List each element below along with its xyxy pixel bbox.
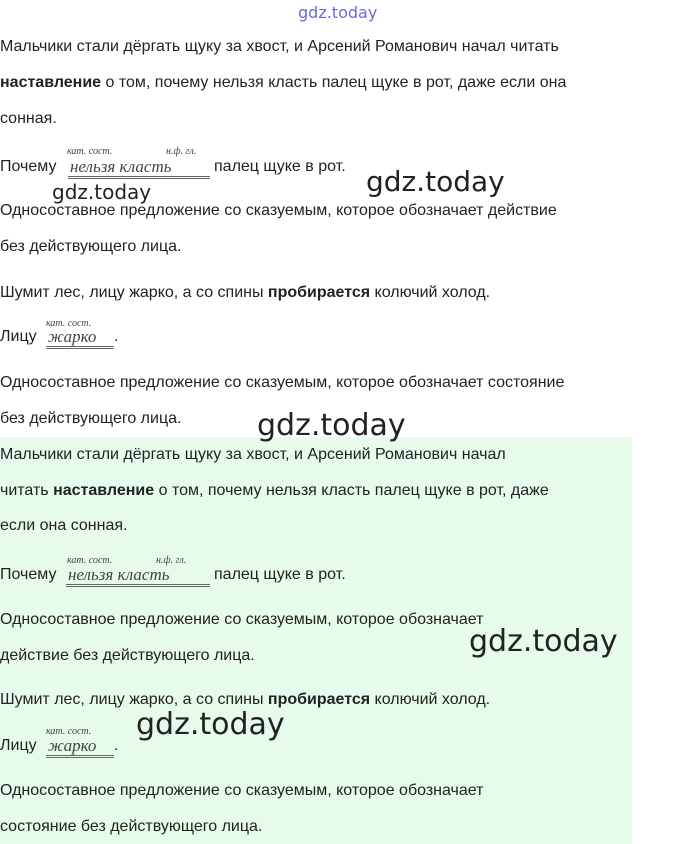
- watermark: gdz.today: [257, 408, 406, 443]
- paragraph-line: действие без действующего лица.: [0, 647, 255, 664]
- example-prefix: Лицу: [0, 328, 37, 345]
- bold-word: пробирается: [267, 284, 371, 301]
- bold-word: наставление: [0, 74, 102, 91]
- paragraph-line: [0, 74, 566, 92]
- example-prefix: Почему: [0, 566, 57, 583]
- paragraph-line: если она сонная.: [0, 517, 128, 534]
- text-run: о том, почему нельзя класть палец щуке в рот, даже: [154, 482, 549, 499]
- annotation-label: н.ф. гл.: [156, 555, 187, 566]
- watermark: gdz.today: [469, 624, 618, 659]
- paragraph-line: Односоставное предложение со сказуемым, которое обозначает действие: [0, 202, 557, 219]
- paragraph-line: без действующего лица.: [0, 410, 182, 427]
- watermark: gdz.today: [136, 707, 285, 742]
- watermark: gdz.today: [366, 165, 505, 198]
- paragraph-line: без действующего лица.: [0, 238, 182, 255]
- example-suffix: палец щуке в рот.: [214, 566, 346, 583]
- period: .: [114, 737, 119, 754]
- paragraph-line: [0, 482, 549, 500]
- annotation-label: кат. сост.: [46, 726, 92, 737]
- watermark: gdz.today: [52, 180, 152, 204]
- predicate-underlined: жарко: [46, 737, 114, 758]
- bold-word: наставление: [53, 482, 155, 499]
- text-run: Шумит лес, лицу жарко, а со спины: [0, 284, 268, 301]
- paragraph-line: Односоставное предложение со сказуемым, которое обозначает: [0, 611, 484, 628]
- annotation-label: н.ф. гл.: [166, 146, 197, 157]
- annotation-label: кат. сост.: [67, 555, 113, 566]
- paragraph-line: Односоставное предложение со сказуемым, которое обозначает состояние: [0, 374, 565, 391]
- text-run: читать: [0, 482, 54, 499]
- predicate-underlined: жарко: [46, 328, 114, 349]
- paragraph-line: состояние без действующего лица.: [0, 818, 263, 835]
- annotation-label: кат. сост.: [46, 318, 92, 329]
- text-run: о том, почему нельзя класть палец щуке в рот, даже если она: [101, 74, 567, 91]
- paragraph-line: Односоставное предложение со сказуемым, которое обозначает: [0, 782, 484, 799]
- text-run: колючий холод.: [370, 691, 491, 708]
- example-prefix: Почему: [0, 158, 57, 175]
- period: .: [114, 328, 119, 345]
- bold-word: пробирается: [267, 691, 371, 708]
- example-suffix: палец щуке в рот.: [214, 158, 346, 175]
- text-run: Шумит лес, лицу жарко, а со спины: [0, 691, 268, 708]
- paragraph-line: Мальчики стали дёргать щуку за хвост, и Арсений Романович начал читать: [0, 38, 559, 55]
- annotation-label: кат. сост.: [67, 146, 113, 157]
- predicate-underlined: нельзя класть: [66, 566, 210, 587]
- paragraph-line: сонная.: [0, 110, 57, 127]
- text-run: колючий холод.: [370, 284, 491, 301]
- example-prefix: Лицу: [0, 737, 37, 754]
- watermark-top: gdz.today: [298, 3, 378, 22]
- predicate-underlined: нельзя класть: [68, 158, 210, 179]
- paragraph-line: [0, 284, 490, 302]
- paragraph-line: Мальчики стали дёргать щуку за хвост, и Арсений Романович начал: [0, 446, 506, 463]
